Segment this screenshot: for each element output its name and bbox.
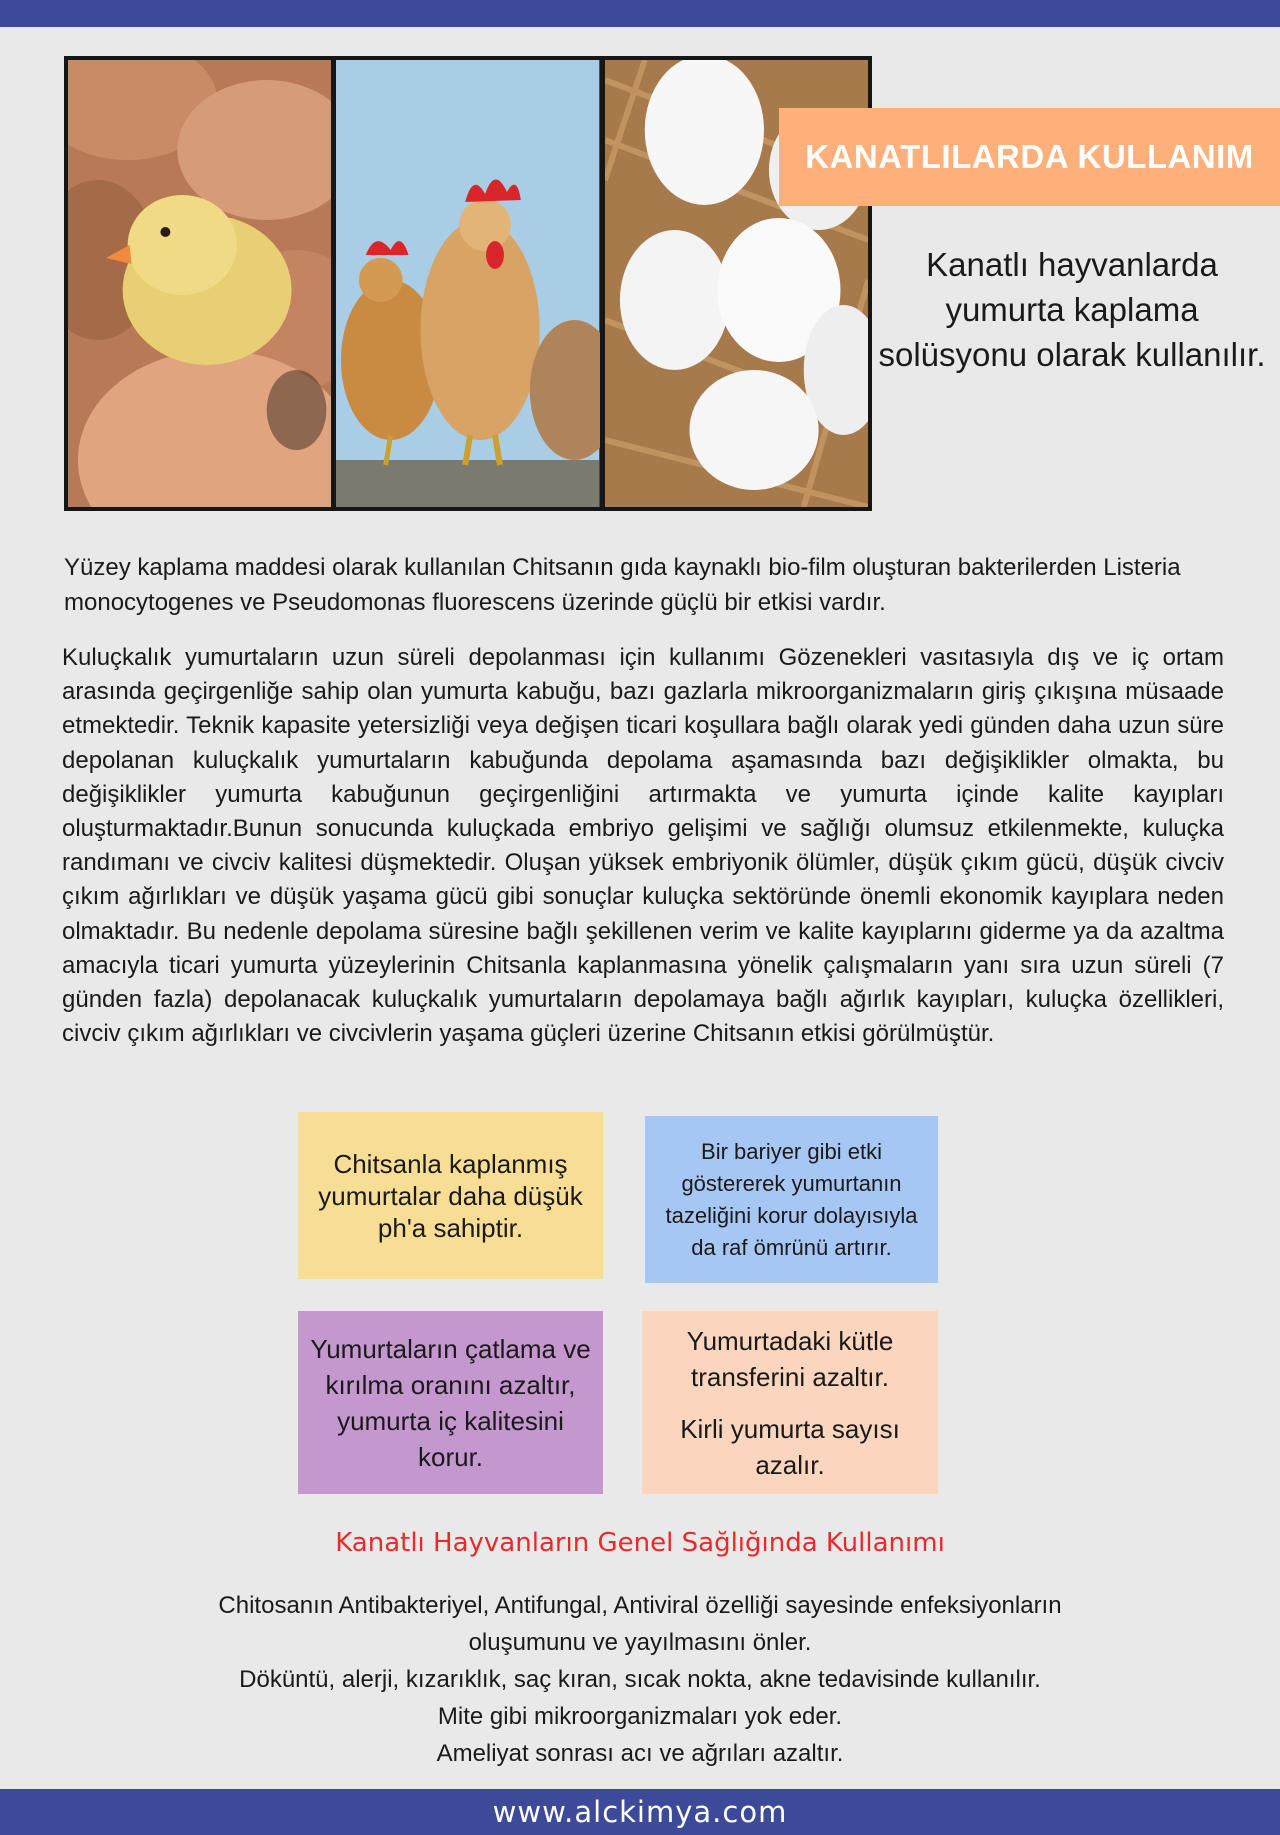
section-heading: Kanatlı Hayvanların Genel Sağlığında Kullanımı (335, 1528, 945, 1558)
info-box-peach (642, 1311, 938, 1494)
subtitle: Kanatlı hayvanlarda yumurta kaplama solüsyonu olarak kullanılır. (878, 246, 1266, 373)
health-item: Döküntü, alerji, kızarıklık, saç kıran, sıcak nokta, akne tedavisinde kullanılır. (239, 1666, 1041, 1693)
footer-bar (0, 1789, 1280, 1835)
info-box-purple (298, 1311, 603, 1494)
intro-paragraph: Yüzey kaplama maddesi olarak kullanılan Chitsanın gıda kaynaklı bio-film oluşturan bakterilerden Listeria monocytogenes ve Pseudomonas fluorescens üzerinde güçlü bir etkisi vardır. (64, 554, 1181, 616)
chick-photo (68, 60, 331, 507)
footer-url[interactable]: www.alckimya.com (492, 1795, 788, 1829)
top-bar (0, 0, 1280, 27)
info-box-yellow (298, 1112, 603, 1279)
info-box-yellow-text: Chitsanla kaplanmış yumurtalar daha düşük ph'a sahiptir. (318, 1148, 583, 1243)
health-item: Mite gibi mikroorganizmaları yok eder. (437, 1703, 843, 1730)
info-box-blue-text: Bir bariyer gibi etki göstererek yumurtanın tazeliğini korur dolayısıyla da raf ömrünü artırır. (665, 1138, 918, 1260)
info-box-peach-text-1: Yumurtadaki kütle transferini azaltır. (686, 1325, 894, 1392)
info-box-peach-text-2: Kirli yumurta sayısı azalır. (680, 1413, 900, 1480)
info-box-blue (645, 1116, 938, 1283)
info-box-purple-text: Yumurtaların çatlama ve kırılma oranını azaltır, yumurta iç kalitesini korur. (310, 1333, 591, 1472)
photo-strip (64, 56, 872, 511)
body-paragraph: Kuluçkalık yumurtaların uzun süreli depolanması için kullanımı Gözenekleri vasıtasıyla dış ve iç ortam arasında geçirgenliğe sahip olan yumurta kabuğu, bazı gazlarla mikroorganizmaların giriş çıkışına müsaade etmektedir. Teknik kapasite yetersizliği veya değişen ticari koşullara bağlı olarak yedi günden daha uzun süre depolanan kuluçkalık yumurtaların kabuğunda depolama aşamasında bazı değişiklikler olmakta, bu değişiklikler yumurta kabuğunun geçirgenliğini artırmakta ve yumurta içinde kalite kayıpları oluşturmaktadır.Bunun sonucunda kuluçkada embriyo gelişimi ve sağlığı olumsuz etkilenmekte, kuluçka randımanı ve civciv kalitesi düşmektedir. Oluşan yüksek embriyonik ölümler, düşük çıkım gücü, düşük civciv çıkım ağırlıkları ve düşük yaşama gücü gibi sonuçlar kuluçka sektöründe önemli ekonomik kayıplara neden olmaktadır. Bu nedenle depolama süresine bağlı şekillenen verim ve kalite kayıplarını giderme ya da azaltma amacıyla ticari yumurta yüzeylerinin Chitsanla kaplanmasına yönelik çalışmaların yanı sıra uzun süreli (7 günden fazla) depolanacak kuluçkalık yumurtaların depolamaya bağlı ağırlık kayıpları, kuluçka özellikleri, civciv çıkım ağırlıkları ve civcivlerin yaşama güçleri üzerine Chitsanın etkisi görülmüştür. (62, 644, 1224, 1048)
title-tab (779, 108, 1280, 206)
health-item: Chitosanın Antibakteriyel, Antifungal, Antiviral özelliği sayesinde enfeksiyonların oluşumunu ve yayılmasını önler. (218, 1592, 1062, 1656)
health-list (180, 1587, 1100, 1772)
roosters-photo (336, 60, 599, 507)
page-title: KANATLILARDA KULLANIM (805, 138, 1254, 175)
health-item: Ameliyat sonrası acı ve ağrıları azaltır. (436, 1740, 844, 1767)
